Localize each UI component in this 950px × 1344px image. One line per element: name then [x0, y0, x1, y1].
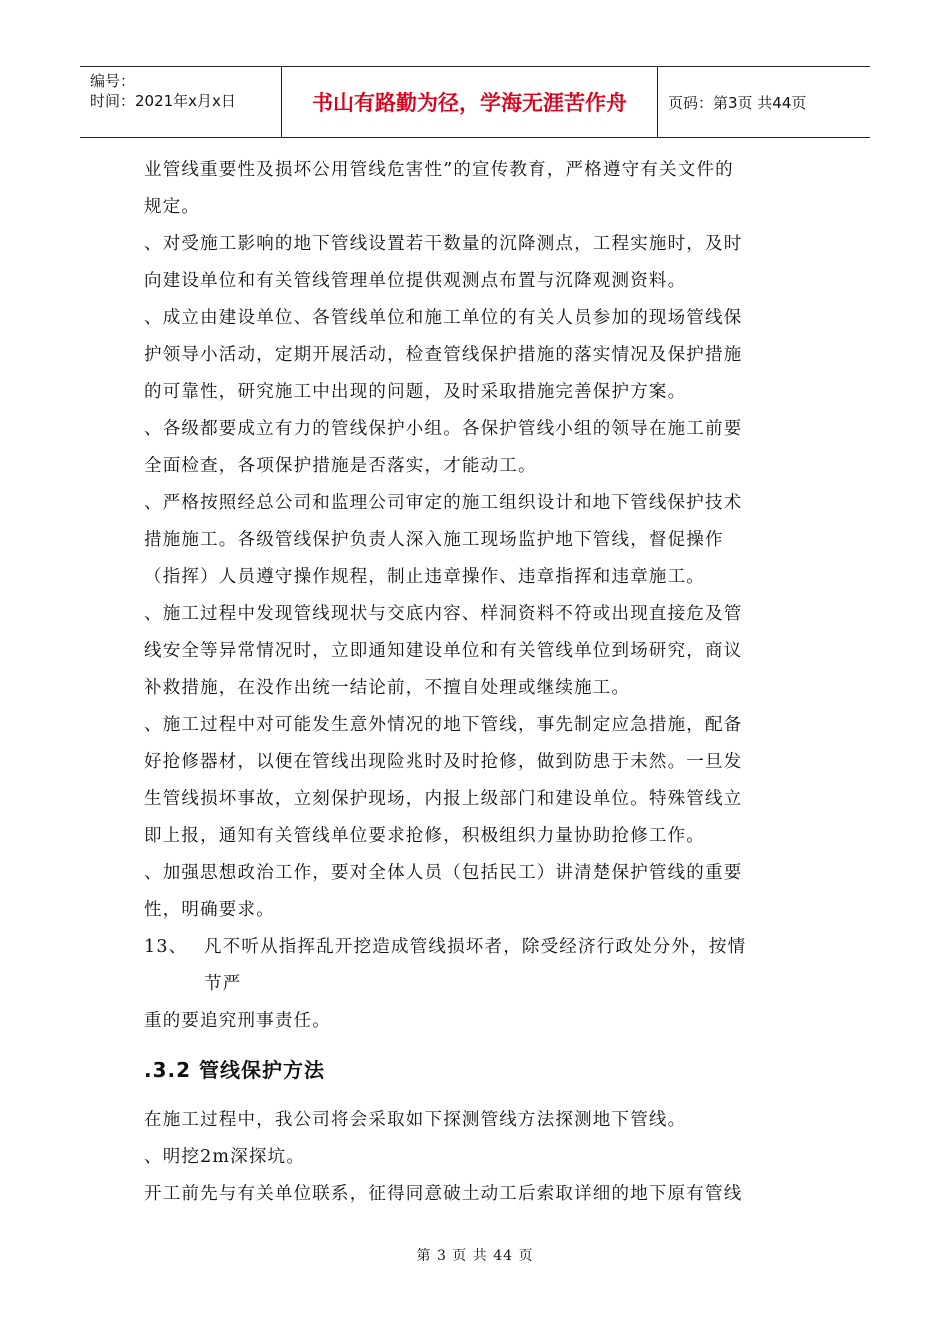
body-line: 、施工过程中对可能发生意外情况的地下管线，事先制定应急措施，配备 — [144, 715, 743, 735]
list-item-text-line1: 凡不听从指挥乱开挖造成管线损坏者，除受经济行政处分外，按情 — [204, 937, 747, 957]
document-body — [144, 152, 810, 1213]
body-line: 、各级都要成立有力的管线保护小组。各保护管线小组的领导在施工前要 — [144, 419, 743, 439]
body-line: 性，明确要求。 — [144, 900, 275, 920]
body-line: 、施工过程中发现管线现状与交底内容、样洞资料不符或出现直接危及管 — [144, 604, 743, 624]
list-item-text — [204, 929, 810, 1003]
body-line: 的可靠性，研究施工中出现的问题，及时采取措施完善保护方案。 — [144, 382, 687, 402]
body-line: 即上报，通知有关管线单位要求抢修，积极组织力量协助抢修工作。 — [144, 826, 705, 846]
body-line: 、加强思想政治工作，要对全体人员（包括民工）讲清楚保护管线的重要 — [144, 863, 743, 883]
list-item-text-line2: 节严 — [204, 974, 242, 994]
time-label: 时间：2021年x月x日 — [90, 92, 236, 110]
body-line: 向建设单位和有关管线管理单位提供观测点布置与沉降观测资料。 — [144, 271, 687, 291]
body-line: 补救措施，在没作出统一结论前，不擅自处理或继续施工。 — [144, 678, 631, 698]
body-line: 、严格按照经总公司和监理公司审定的施工组织设计和地下管线保护技术 — [144, 493, 743, 513]
body-line: 业管线重要性及损坏公用管线危害性”的宣传教育，严格遵守有关文件的 — [144, 160, 734, 180]
body-line: 护领导小活动，定期开展活动，检查管线保护措施的落实情况及保护措施 — [144, 345, 743, 365]
body-line: 好抢修器材，以便在管线出现险兆时及时抢修，做到防患于未然。一旦发 — [144, 752, 743, 772]
body-line: 重的要追究刑事责任。 — [144, 1011, 331, 1031]
header-motto: 书山有路勤为径，学海无涯苦作舟 — [282, 67, 658, 137]
header-page-info: 页码：第3页 共44页 — [668, 93, 807, 112]
body-line: 措施施工。各级管线保护负责人深入施工现场监护地下管线，督促操作 — [144, 530, 724, 550]
code-label: 编号： — [90, 72, 136, 90]
body-line: 、对受施工影响的地下管线设置若干数量的沉降测点，工程实施时，及时 — [144, 234, 743, 254]
body-line: （指挥）人员遵守操作规程，制止违章操作、违章指挥和违章施工。 — [144, 567, 705, 587]
body-line: 线安全等异常情况时，立即通知建设单位和有关管线单位到场研究，商议 — [144, 641, 743, 661]
section-line: 、明挖2m深探坑。 — [144, 1147, 306, 1167]
section-line: 在施工过程中，我公司将会采取如下探测管线方法探测地下管线。 — [144, 1110, 687, 1130]
body-line: 、成立由建设单位、各管线单位和施工单位的有关人员参加的现场管线保 — [144, 308, 743, 328]
list-item-13 — [144, 929, 810, 1003]
body-line: 全面检查，各项保护措施是否落实，才能动工。 — [144, 456, 537, 476]
section-line: 开工前先与有关单位联系，征得同意破土动工后索取详细的地下原有管线 — [144, 1184, 743, 1204]
body-line: 规定。 — [144, 197, 201, 217]
page-footer: 第 3 页 共 44 页 — [416, 1248, 534, 1264]
header-table — [80, 66, 870, 138]
section-heading: .3.2 管线保护方法 — [144, 1058, 325, 1082]
list-item-number: 13、 — [144, 937, 188, 957]
header-left-cell — [80, 67, 282, 137]
body-line: 生管线损坏事故，立刻保护现场，内报上级部门和建设单位。特殊管线立 — [144, 789, 743, 809]
